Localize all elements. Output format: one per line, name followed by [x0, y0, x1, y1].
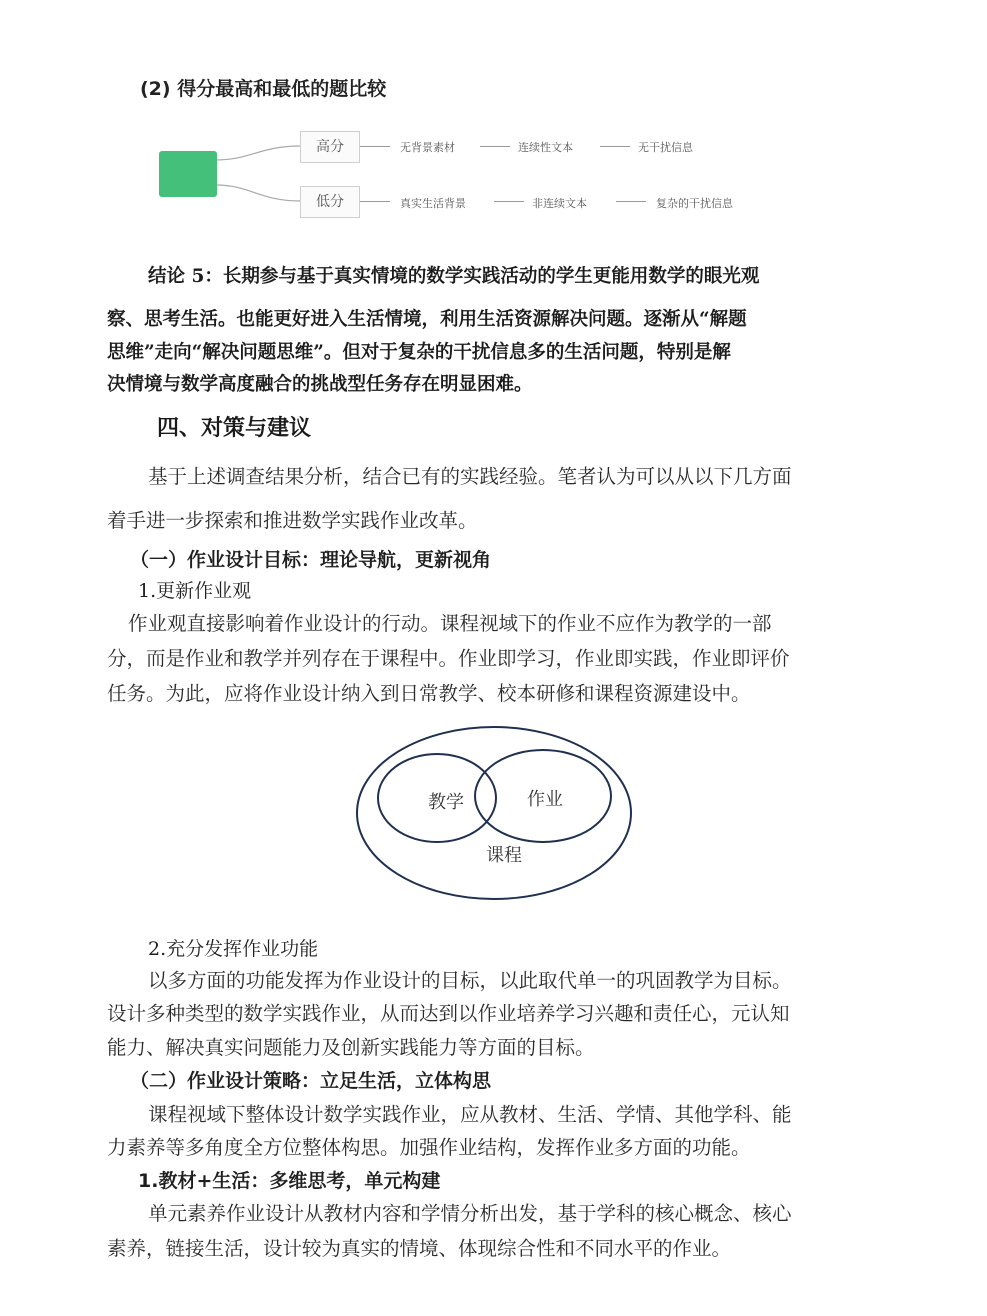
- mindmap-high-node: 高分: [300, 131, 360, 163]
- paragraph-line: 分，而是作业和教学并列存在于课程中。作业即学习，作业即实践，作业即评价: [107, 647, 790, 670]
- venn-outer-label: 课程: [486, 845, 522, 866]
- subsection-title: （二）作业设计策略：立足生活，立体构思: [130, 1070, 492, 1092]
- venn-right-label: 作业: [527, 789, 563, 810]
- mindmap-connectors: [0, 0, 987, 240]
- conclusion-line: 结论 5：长期参与基于真实情境的数学实践活动的学生更能用数学的眼光观: [148, 266, 760, 287]
- section-title: 四、对策与建议: [157, 416, 312, 441]
- mindmap-low-item: 非连续文本: [532, 197, 587, 210]
- venn-diagram: [350, 718, 635, 913]
- mindmap-high-item: 连续性文本: [518, 141, 573, 154]
- paragraph-line: 力素养等多角度全方位整体构思。加强作业结构，发挥作业多方面的功能。: [107, 1136, 751, 1159]
- mindmap-low-node: 低分: [300, 186, 360, 218]
- paragraph-line: 课程视域下整体设计数学实践作业，应从教材、生活、学情、其他学科、能: [148, 1103, 792, 1126]
- venn-left-label: 教学: [428, 792, 464, 813]
- item-title: 1.教材+生活：多维思考，单元构建: [138, 1170, 441, 1192]
- paragraph-line: 基于上述调查结果分析，结合已有的实践经验。笔者认为可以从以下几方面: [148, 465, 792, 488]
- paragraph-line: 任务。为此，应将作业设计纳入到日常教学、校本研修和课程资源建设中。: [107, 682, 751, 705]
- mindmap-high-item: 无干扰信息: [638, 141, 693, 154]
- subsection-title: （一）作业设计目标：理论导航，更新视角: [130, 549, 492, 571]
- mindmap-high-item: 无背景素材: [400, 141, 455, 154]
- conclusion-line: 决情境与数学高度融合的挑战型任务存在明显困难。: [107, 374, 533, 395]
- paragraph-line: 设计多种类型的数学实践作业，从而达到以作业培养学习兴趣和责任心，元认知: [107, 1002, 790, 1025]
- item-title: 2.充分发挥作业功能: [148, 938, 319, 960]
- paragraph-line: 能力、解决真实问题能力及创新实践能力等方面的目标。: [107, 1036, 595, 1059]
- venn-shapes: [350, 718, 635, 913]
- section-2-title: (2) 得分最高和最低的题比较: [140, 78, 387, 100]
- mindmap-low-item: 真实生活背景: [400, 197, 466, 210]
- paragraph-line: 素养，链接生活，设计较为真实的情境、体现综合性和不同水平的作业。: [107, 1237, 732, 1260]
- paragraph-line: 以多方面的功能发挥为作业设计的目标，以此取代单一的巩固教学为目标。: [148, 969, 792, 992]
- venn-outer-ring: [357, 727, 631, 899]
- mindmap-low-item: 复杂的干扰信息: [656, 197, 733, 210]
- mindmap-root: [159, 151, 217, 197]
- conclusion-line: 思维”走向“解决问题思维”。但对于复杂的干扰信息多的生活问题，特别是解: [107, 342, 731, 363]
- paragraph-line: 着手进一步探索和推进数学实践作业改革。: [107, 509, 478, 532]
- paragraph-line: 单元素养作业设计从教材内容和学情分析出发，基于学科的核心概念、核心: [148, 1202, 792, 1225]
- paragraph-line: 作业观直接影响着作业设计的行动。课程视域下的作业不应作为教学的一部: [128, 612, 772, 635]
- mindmap: [0, 0, 987, 240]
- item-title: 1.更新作业观: [138, 580, 252, 602]
- conclusion-line: 察、思考生活。也能更好进入生活情境，利用生活资源解决问题。逐渐从“解题: [107, 309, 747, 330]
